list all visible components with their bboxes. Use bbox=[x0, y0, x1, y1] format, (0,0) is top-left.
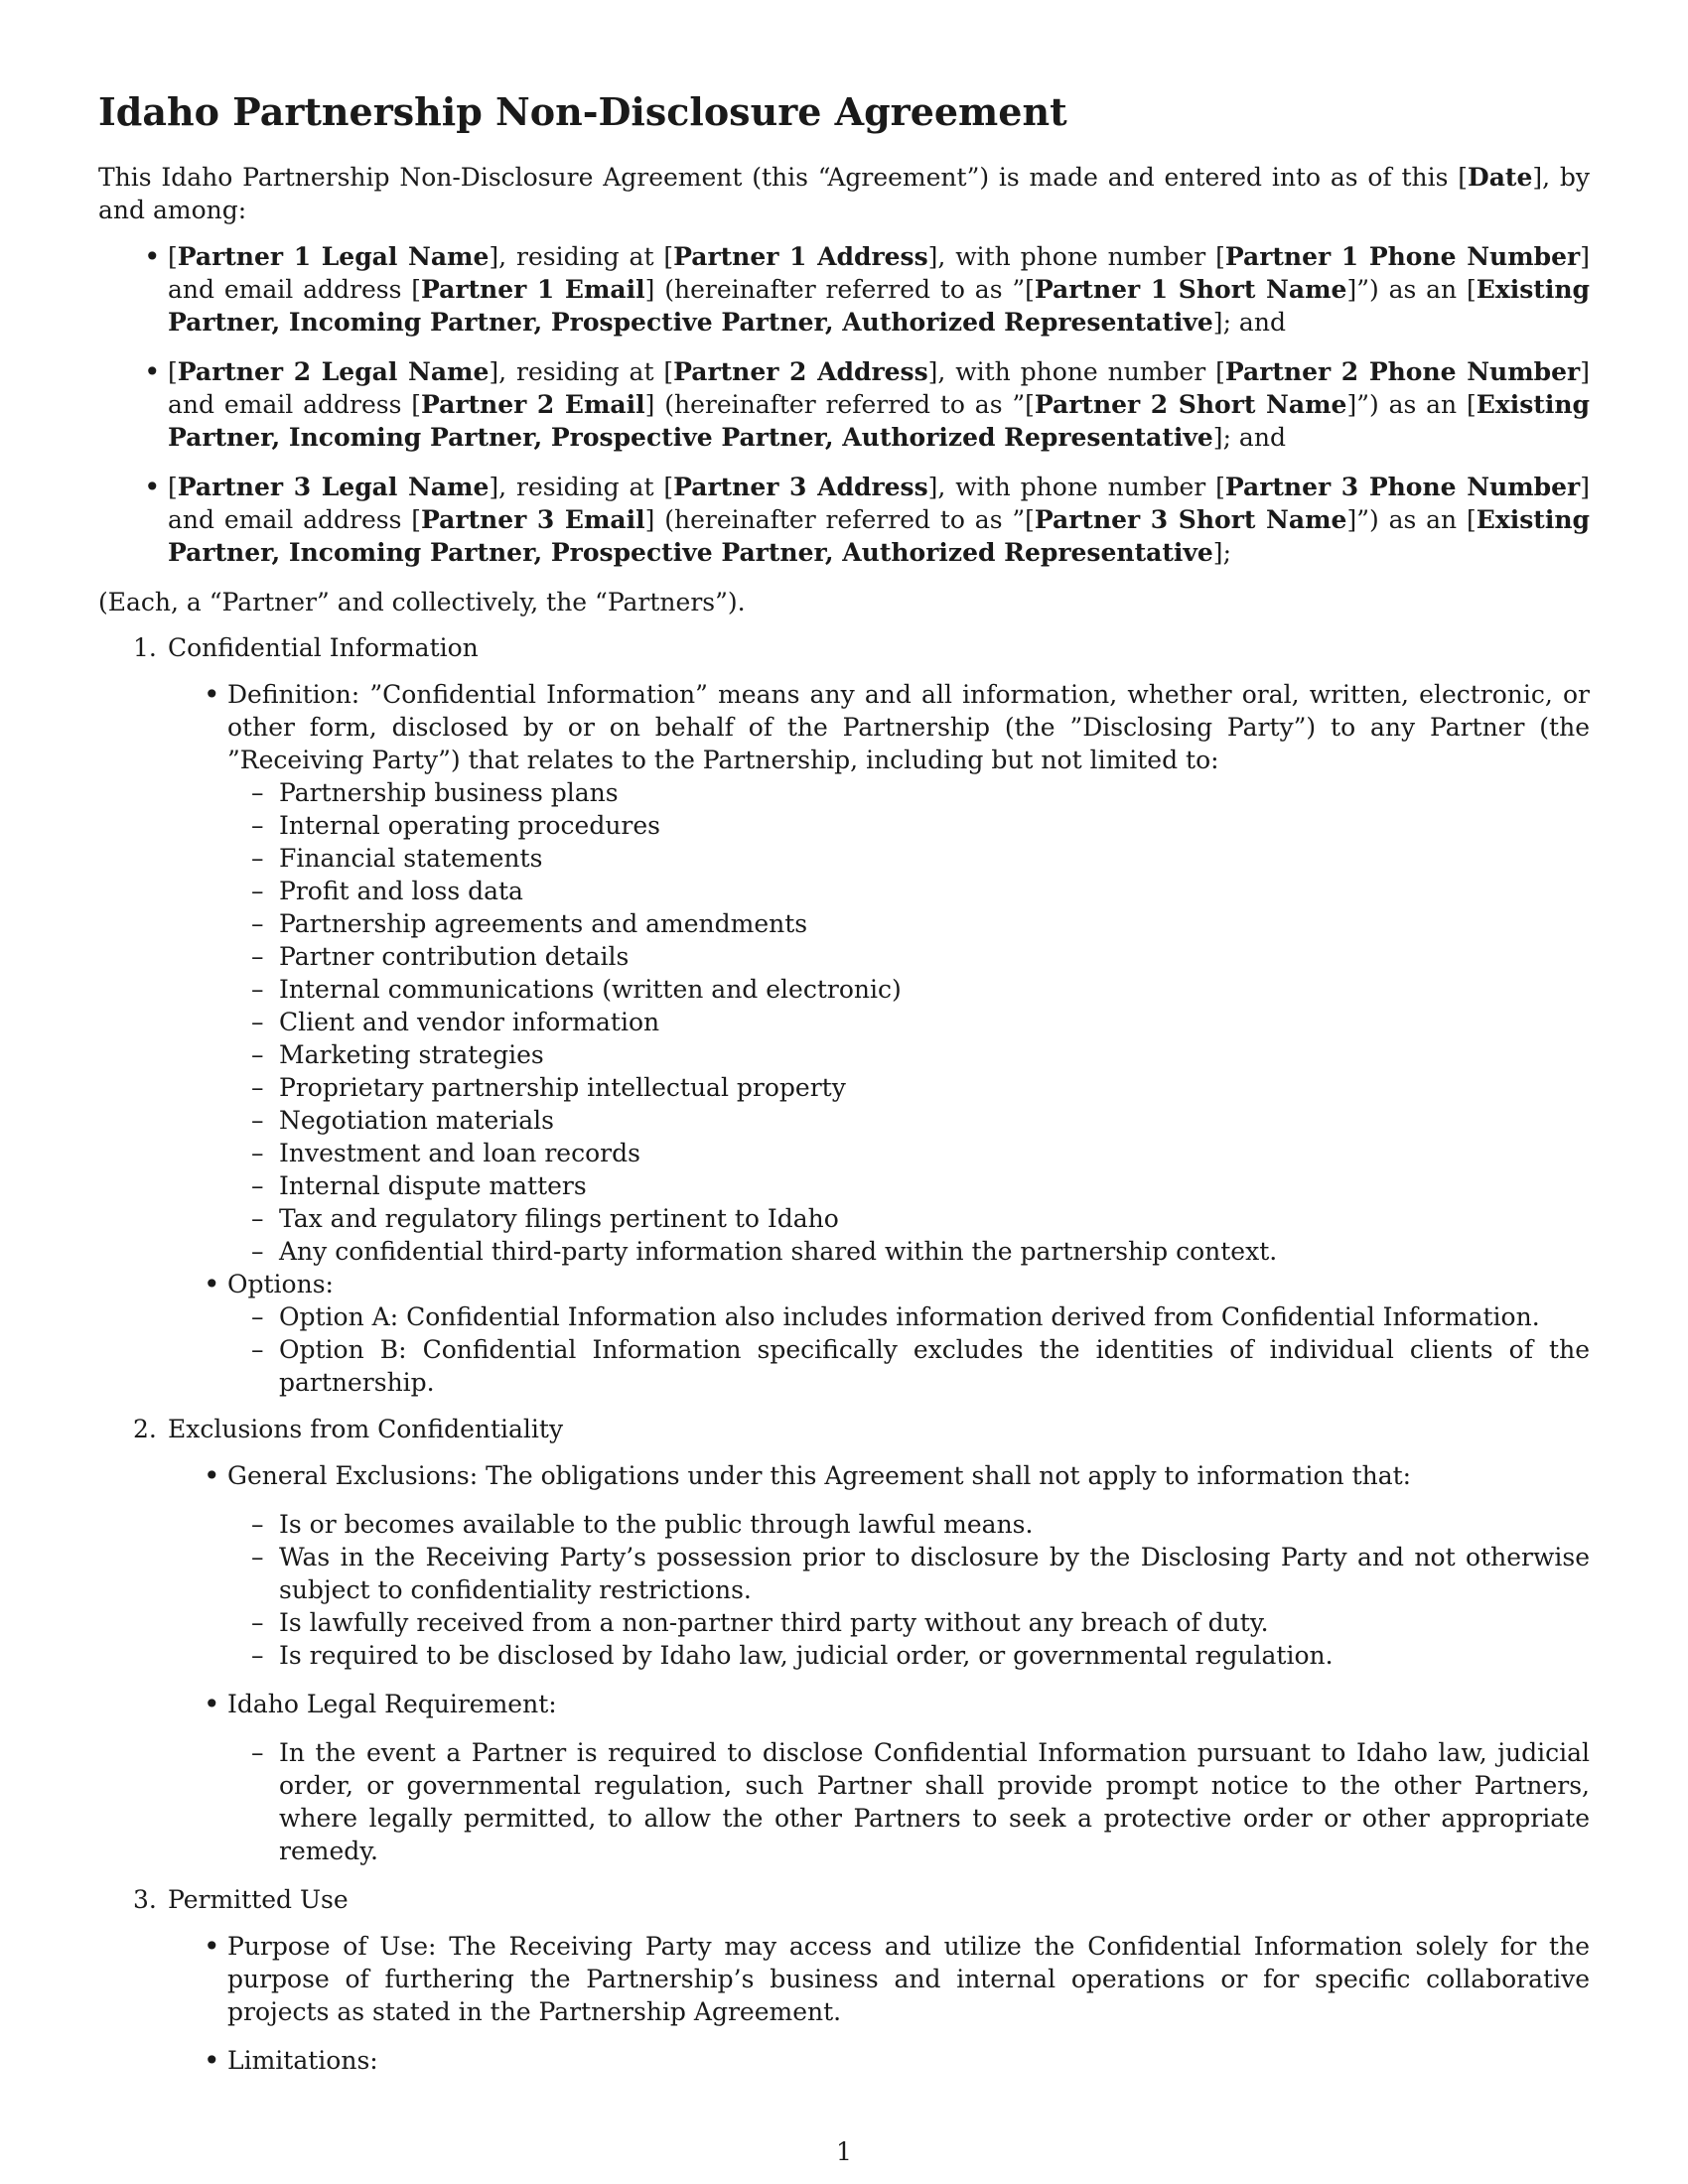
list-item: – Internal communications (written and electronic) bbox=[279, 973, 1590, 1006]
document-page bbox=[98, 89, 1590, 2091]
text-close: ] bbox=[1212, 538, 1223, 567]
list-item: – Partnership business plans bbox=[279, 776, 1590, 809]
intro-paragraph bbox=[98, 161, 1590, 226]
list-item: – Is or becomes available to the public through lawful means. bbox=[279, 1508, 1590, 1541]
list-item: – Option B: Confidential Information specifically excludes the identities of individual clients of the partnership. bbox=[279, 1333, 1590, 1399]
confidential-items-list bbox=[227, 776, 1590, 1268]
partner-name: Partner 2 Legal Name bbox=[177, 357, 490, 386]
list-item: – Partnership agreements and amendments bbox=[279, 907, 1590, 940]
text-ending: ; and bbox=[1222, 308, 1286, 337]
section-heading bbox=[133, 631, 1590, 664]
partner-address: Partner 2 Address bbox=[673, 357, 928, 386]
text-close: ] bbox=[1212, 308, 1223, 337]
partner-short-name: Partner 1 Short Name bbox=[1034, 275, 1347, 304]
party-item: • [Partner 2 Legal Name], residing at [Partner 2 Address], with phone number [Partner 2 Phone Number] and email address [Partner 2 Email] (hereinafter referred to as ”[Partner 2 Short Name]”) as an [Existing Partner, Incoming Partner, Prospective Partner, Authorized Representative]; and bbox=[168, 355, 1590, 454]
section-number: 2. bbox=[133, 1415, 157, 1443]
text-residing: ], residing at [ bbox=[489, 473, 674, 501]
legal-requirement-label: Idaho Legal Requirement: bbox=[227, 1690, 557, 1718]
text-ending: ; bbox=[1222, 538, 1231, 567]
party-item: • [Partner 3 Legal Name], residing at [Partner 3 Address], with phone number [Partner 3 Phone Number] and email address [Partner 3 Email] (hereinafter referred to as ”[Partner 3 Short Name]”) as an [Existing Partner, Incoming Partner, Prospective Partner, Authorized Representative]; bbox=[168, 471, 1590, 569]
list-item: – Any confidential third-party information shared within the partnership context. bbox=[279, 1235, 1590, 1268]
section-number: 1. bbox=[133, 633, 157, 662]
list-item: – Proprietary partnership intellectual property bbox=[279, 1071, 1590, 1104]
legal-requirement-list bbox=[227, 1736, 1590, 1867]
section-exclusions bbox=[98, 1413, 1590, 1867]
text-email: ] and email address [ bbox=[168, 242, 1590, 304]
text-role: ]”) as an [ bbox=[1346, 390, 1477, 419]
partner-role: Existing Partner, Incoming Partner, Prospective Partner, Authorized Representative bbox=[168, 390, 1590, 452]
section-confidential-information bbox=[98, 631, 1590, 1399]
list-item: – Profit and loss data bbox=[279, 875, 1590, 907]
text-short: ] (hereinafter referred to as ”[ bbox=[644, 390, 1035, 419]
partner-phone: Partner 2 Phone Number bbox=[1224, 357, 1581, 386]
partner-address: Partner 3 Address bbox=[673, 473, 928, 501]
list-item: – Was in the Receiving Party’s possession prior to disclosure by the Disclosing Party and not otherwise subject to confidentiality restrictions. bbox=[279, 1541, 1590, 1606]
list-item: – Internal operating procedures bbox=[279, 809, 1590, 842]
partners-definition: (Each, a “Partner” and collectively, the “Partners”). bbox=[98, 588, 746, 616]
list-item: – Marketing strategies bbox=[279, 1038, 1590, 1071]
list-item: – Investment and loan records bbox=[279, 1137, 1590, 1169]
text-short: ] (hereinafter referred to as ”[ bbox=[644, 275, 1035, 304]
section-title: Permitted Use bbox=[168, 1885, 349, 1914]
text-role: ]”) as an [ bbox=[1346, 275, 1477, 304]
list-item: – In the event a Partner is required to disclose Confidential Information pursuant to Idaho law, judicial order, or governmental regulation, such Partner shall provide prompt notice to the other Partners, where legally permitted, to allow the other Partners to seek a protective order or other appropriate remedy. bbox=[279, 1736, 1590, 1867]
options-bullet bbox=[227, 1268, 1590, 1399]
section-bullets bbox=[168, 678, 1590, 1399]
partner-role: Existing Partner, Incoming Partner, Prospective Partner, Authorized Representative bbox=[168, 505, 1590, 567]
partner-short-name: Partner 3 Short Name bbox=[1034, 505, 1347, 534]
partner-email: Partner 1 Email bbox=[421, 275, 645, 304]
section-bullets bbox=[168, 1930, 1590, 2077]
options-list bbox=[227, 1300, 1590, 1399]
partner-name: Partner 3 Legal Name bbox=[177, 473, 490, 501]
section-heading bbox=[133, 1883, 1590, 1916]
partner-email: Partner 2 Email bbox=[421, 390, 645, 419]
list-item: – Is required to be disclosed by Idaho law, judicial order, or governmental regulation. bbox=[279, 1639, 1590, 1672]
text-close: ] bbox=[1212, 423, 1223, 452]
purpose-bullet: • Purpose of Use: The Receiving Party may access and utilize the Confidential Information solely for the purpose of furthering the Partnership’s business and internal operations or for specific collaborative projects as stated in the Partnership Agreement. bbox=[227, 1930, 1590, 2028]
limitations-bullet: • Limitations: bbox=[227, 2044, 1590, 2077]
text-email: ] and email address [ bbox=[168, 357, 1590, 419]
text-residing: ], residing at [ bbox=[489, 357, 674, 386]
definition-bullet bbox=[227, 678, 1590, 1268]
party-item: • [Partner 1 Legal Name], residing at [Partner 1 Address], with phone number [Partner 1 Phone Number] and email address [Partner 1 Email] (hereinafter referred to as ”[Partner 1 Short Name]”) as an [Existing Partner, Incoming Partner, Prospective Partner, Authorized Representative]; and bbox=[168, 240, 1590, 339]
section-list bbox=[98, 631, 1590, 2077]
section-heading bbox=[133, 1413, 1590, 1445]
date-placeholder: Date bbox=[1468, 163, 1533, 192]
partner-phone: Partner 3 Phone Number bbox=[1224, 473, 1581, 501]
document-title: Idaho Partnership Non-Disclosure Agreement bbox=[98, 89, 1067, 134]
legal-requirement-bullet bbox=[227, 1688, 1590, 1867]
list-item: – Option A: Confidential Information also includes information derived from Confidential Information. bbox=[279, 1300, 1590, 1333]
party-list bbox=[98, 240, 1590, 569]
list-item: – Financial statements bbox=[279, 842, 1590, 875]
list-item: – Internal dispute matters bbox=[279, 1169, 1590, 1202]
section-permitted-use bbox=[98, 1883, 1590, 2077]
page-number: 1 bbox=[836, 2137, 852, 2166]
general-exclusions-list bbox=[227, 1508, 1590, 1672]
section-bullets bbox=[168, 1459, 1590, 1867]
options-label: Options: bbox=[227, 1270, 334, 1298]
general-exclusions-bullet bbox=[227, 1459, 1590, 1672]
partner-email: Partner 3 Email bbox=[421, 505, 645, 534]
list-item: – Client and vendor information bbox=[279, 1006, 1590, 1038]
list-item: – Partner contribution details bbox=[279, 940, 1590, 973]
text-residing: ], residing at [ bbox=[489, 242, 674, 271]
text-role: ]”) as an [ bbox=[1346, 505, 1477, 534]
text-phone: ], with phone number [ bbox=[927, 473, 1225, 501]
text-ending: ; and bbox=[1222, 423, 1286, 452]
section-title: Confidential Information bbox=[168, 633, 479, 662]
intro-text-end: ], by and among: bbox=[98, 163, 1591, 224]
list-item: – Negotiation materials bbox=[279, 1104, 1590, 1137]
list-item: – Is lawfully received from a non-partner third party without any breach of duty. bbox=[279, 1606, 1590, 1639]
partner-phone: Partner 1 Phone Number bbox=[1224, 242, 1581, 271]
section-title: Exclusions from Confidentiality bbox=[168, 1415, 564, 1443]
text-phone: ], with phone number [ bbox=[927, 242, 1225, 271]
partner-address: Partner 1 Address bbox=[673, 242, 928, 271]
partner-role: Existing Partner, Incoming Partner, Prospective Partner, Authorized Representative bbox=[168, 275, 1590, 337]
text-phone: ], with phone number [ bbox=[927, 357, 1225, 386]
text-email: ] and email address [ bbox=[168, 473, 1590, 534]
list-item: – Tax and regulatory filings pertinent to Idaho bbox=[279, 1202, 1590, 1235]
intro-text: This Idaho Partnership Non-Disclosure Agreement (this “Agreement”) is made and entered into as of this [ bbox=[98, 163, 1469, 192]
text-short: ] (hereinafter referred to as ”[ bbox=[644, 505, 1035, 534]
general-exclusions-text: General Exclusions: The obligations under this Agreement shall not apply to information that: bbox=[227, 1461, 1412, 1490]
partner-short-name: Partner 2 Short Name bbox=[1034, 390, 1347, 419]
partner-name: Partner 1 Legal Name bbox=[177, 242, 490, 271]
section-number: 3. bbox=[133, 1885, 157, 1914]
definition-text: Definition: ”Confidential Information” means any and all information, whether oral, written, electronic, or other form, disclosed by or on behalf of the Partnership (the ”Disclosing Party”) to any Partner (the ”Receiving Party”) that relates to the Partnership, including but not limited to: bbox=[227, 680, 1590, 774]
